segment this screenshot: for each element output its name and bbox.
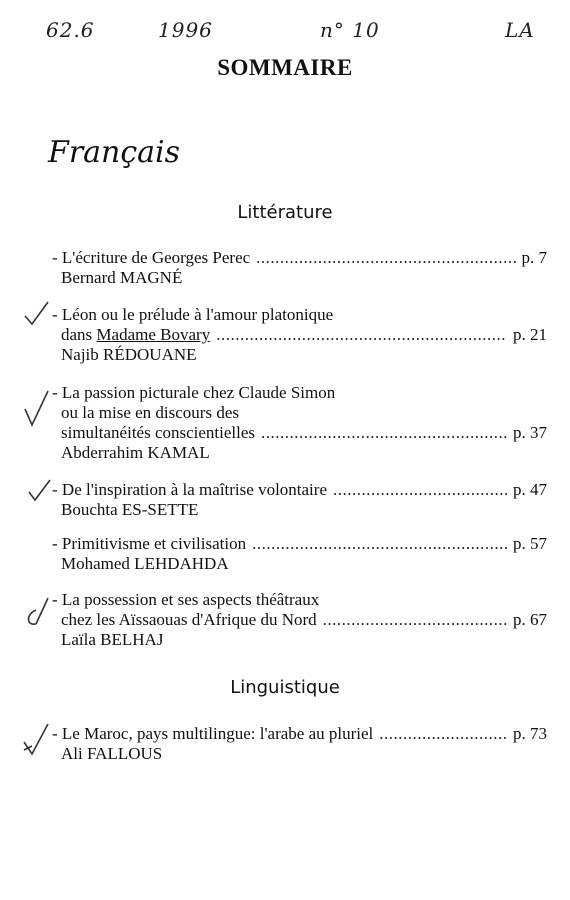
toc-entry xyxy=(52,305,547,365)
entry-page: p. 73 xyxy=(513,724,547,743)
leader-dots xyxy=(379,724,507,744)
check-mark-icon xyxy=(22,596,52,632)
entry-title-line: - L'écriture de Georges Perec ..... p. 7 xyxy=(52,248,547,268)
entry-author: Najib RÉDOUANE xyxy=(61,345,197,364)
entry-title: L'écriture de Georges Perec xyxy=(61,248,251,267)
toc-entry xyxy=(52,248,547,288)
leader-dots xyxy=(252,534,507,554)
entry-title-line: ou la mise en discours des xyxy=(61,403,239,422)
entry-title-line: - Léon ou le prélude à l'amour platonique xyxy=(52,305,334,324)
entry-author: Laïla BELHAJ xyxy=(61,630,164,649)
check-mark-icon xyxy=(26,478,54,508)
entry-title: Le Maroc, pays multilingue: l'arabe au pluriel xyxy=(61,724,374,743)
entry-title: La possession et ses aspects théâtraux xyxy=(61,590,320,609)
handwritten-issue: n° 10 xyxy=(320,18,380,42)
language-heading: Français xyxy=(48,135,181,170)
entry-title-line: - La passion picturale chez Claude Simon xyxy=(52,383,336,402)
leader-dots xyxy=(216,325,507,345)
toc-entry xyxy=(52,590,547,650)
entry-title-line: dans Madame Bovary ..... p. 21 xyxy=(52,325,547,345)
check-mark-icon xyxy=(20,720,52,760)
entry-title: De l'inspiration à la maîtrise volontaire xyxy=(61,480,327,499)
entry-title-line: - Le Maroc, pays multilingue: l'arabe au pluriel ..... p. 73 xyxy=(52,724,547,744)
entry-page: p. 57 xyxy=(513,534,547,553)
toc-entry xyxy=(52,724,547,764)
entry-title: Primitivisme et civilisation xyxy=(61,534,247,553)
check-mark-icon xyxy=(22,385,52,429)
entry-page: p. 7 xyxy=(521,248,547,267)
entry-title-line: - De l'inspiration à la maîtrise volontaire ..... p. 47 xyxy=(52,480,547,500)
entry-author: Abderrahim KAMAL xyxy=(61,443,210,462)
entry-title-line: - La possession et ses aspects théâtraux xyxy=(52,590,320,609)
leader-dots xyxy=(333,480,507,500)
leader-dots xyxy=(261,423,507,443)
entry-page: p. 47 xyxy=(513,480,547,499)
section-heading-linguistique: Linguistique xyxy=(230,677,340,698)
leader-dots xyxy=(256,248,515,268)
toc-entry xyxy=(52,480,547,520)
entry-author: Bernard MAGNÉ xyxy=(61,268,183,287)
page-title: SOMMAIRE xyxy=(217,55,353,80)
leader-dots xyxy=(323,610,507,630)
entry-page: p. 21 xyxy=(513,325,547,344)
entry-title-line: chez les Aïssaouas d'Afrique du Nord ..... p. 67 xyxy=(52,610,547,630)
toc-entry xyxy=(52,383,547,463)
handwritten-year: 1996 xyxy=(158,18,213,42)
check-mark-icon xyxy=(22,300,52,334)
section-heading-litterature: Littérature xyxy=(237,202,333,223)
entry-page: p. 37 xyxy=(513,423,547,442)
entry-title: Léon ou le prélude à l'amour platonique xyxy=(61,305,334,324)
entry-title-line: - Primitivisme et civilisation ..... p. 57 xyxy=(52,534,547,554)
entry-page: p. 67 xyxy=(513,610,547,629)
entry-title: La passion picturale chez Claude Simon xyxy=(61,383,336,402)
work-title: Madame Bovary xyxy=(96,325,211,344)
entry-author: Mohamed LEHDAHDA xyxy=(61,554,229,573)
entry-author: Bouchta ES-SETTE xyxy=(61,500,199,519)
entry-author: Ali FALLOUS xyxy=(61,744,163,763)
entry-title-line: simultanéités conscientielles ..... p. 37 xyxy=(52,423,547,443)
handwritten-code: LA xyxy=(505,18,535,42)
handwritten-number: 62.6 xyxy=(46,18,95,42)
toc-entry xyxy=(52,534,547,574)
